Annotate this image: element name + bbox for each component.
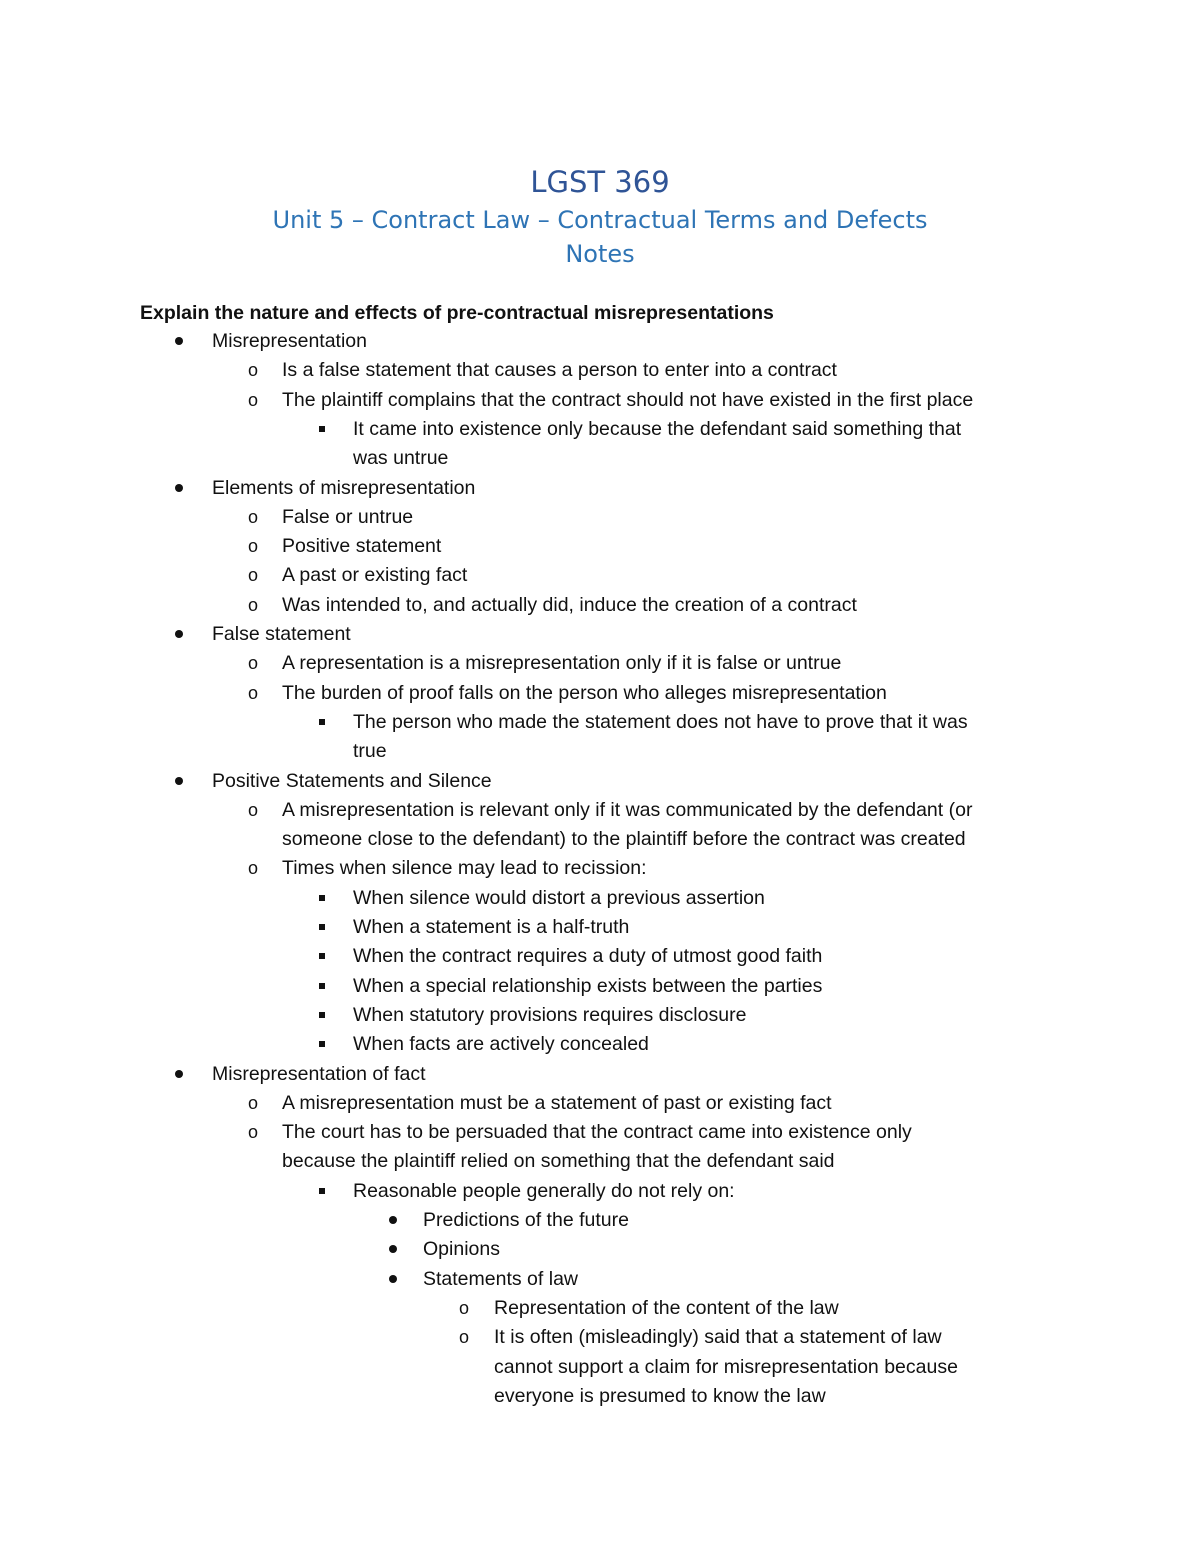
bullet-circle-icon: o xyxy=(459,1327,470,1348)
list-item-text: Was intended to, and actually did, induce the creation of a contract xyxy=(282,593,857,616)
list-item-text: Elements of misrepresentation xyxy=(212,476,476,499)
list-item-text: A representation is a misrepresentation only if it is false or untrue xyxy=(282,652,842,675)
bullet-square-icon xyxy=(319,426,325,432)
list-item-text: It is often (misleadingly) said that a statement of law xyxy=(494,1326,942,1349)
document-subtitle-notes: Notes xyxy=(565,240,635,268)
list-item-text: When silence would distort a previous assertion xyxy=(353,886,765,909)
bullet-dot-icon xyxy=(175,630,183,638)
bullet-square-icon xyxy=(319,719,325,725)
list-item-text: Predictions of the future xyxy=(423,1209,629,1231)
list-item-text: Is a false statement that causes a person to enter into a contract xyxy=(282,359,837,382)
list-item-text: When the contract requires a duty of utmost good faith xyxy=(353,945,823,968)
bullet-circle-icon: o xyxy=(248,1092,259,1113)
bullet-dot-icon xyxy=(389,1216,397,1224)
bullet-dot-icon xyxy=(175,1070,183,1078)
bullet-circle-icon: o xyxy=(248,682,259,703)
bullet-square-icon xyxy=(319,1188,325,1194)
list-item-text: Positive statement xyxy=(282,535,442,558)
list-item-text: someone close to the defendant) to the plaintiff before the contract was created xyxy=(282,828,966,851)
bullet-square-icon xyxy=(319,953,325,959)
bullet-circle-icon: o xyxy=(248,653,259,674)
list-item-text: Reasonable people generally do not rely on: xyxy=(353,1179,735,1202)
list-item-text: Misrepresentation xyxy=(212,330,367,352)
list-item-text: everyone is presumed to know the law xyxy=(494,1384,826,1407)
bullet-square-icon xyxy=(319,895,325,901)
document-subtitle: Unit 5 – Contract Law – Contractual Terms and Defects xyxy=(272,206,928,234)
bullet-circle-icon: o xyxy=(248,360,259,381)
bullet-circle-icon: o xyxy=(248,594,259,615)
bullet-square-icon xyxy=(319,983,325,989)
bullet-circle-icon: o xyxy=(248,536,259,557)
bullet-circle-icon: o xyxy=(248,389,259,410)
list-item-text: The person who made the statement does not have to prove that it was xyxy=(353,710,968,733)
list-item-text: False statement xyxy=(212,623,351,645)
bullet-dot-icon xyxy=(389,1245,397,1253)
bullet-circle-icon: o xyxy=(459,1297,470,1318)
list-item-text: Opinions xyxy=(423,1238,500,1261)
list-item-text: False or untrue xyxy=(282,505,414,528)
bullet-dot-icon xyxy=(175,337,183,345)
list-item-text: true xyxy=(353,740,387,763)
list-item-text: Statements of law xyxy=(423,1267,578,1290)
bullet-dot-icon xyxy=(389,1275,397,1283)
bullet-dot-icon xyxy=(175,777,183,785)
bullet-square-icon xyxy=(319,924,325,930)
list-item-text: It came into existence only because the defendant said something that xyxy=(353,417,962,440)
list-item-text: Positive Statements and Silence xyxy=(212,769,492,792)
section-heading: Explain the nature and effects of pre-contractual misrepresentations xyxy=(140,302,774,324)
bullet-circle-icon: o xyxy=(248,858,259,879)
list-item-text: cannot support a claim for misrepresentation because xyxy=(494,1355,958,1378)
list-item-text: The plaintiff complains that the contract should not have existed in the first place xyxy=(282,388,974,411)
bullet-dot-icon xyxy=(175,484,183,492)
list-item-text: A past or existing fact xyxy=(282,564,468,587)
list-item-text: because the plaintiff relied on something that the defendant said xyxy=(282,1150,835,1173)
list-item-text: Misrepresentation of fact xyxy=(212,1062,426,1085)
list-item-text: The burden of proof falls on the person who alleges misrepresentation xyxy=(282,681,887,704)
list-item-text: A misrepresentation is relevant only if it was communicated by the defendant (or xyxy=(282,798,973,821)
list-item-text: was untrue xyxy=(353,447,449,470)
document-title: LGST 369 xyxy=(530,165,670,199)
list-item-text: The court has to be persuaded that the contract came into existence only xyxy=(282,1121,912,1144)
bullet-circle-icon: o xyxy=(248,506,259,527)
list-item-text: When facts are actively concealed xyxy=(353,1033,649,1056)
list-item-text: A misrepresentation must be a statement of past or existing fact xyxy=(282,1091,832,1114)
bullet-circle-icon: o xyxy=(248,799,259,820)
list-item-text: Times when silence may lead to recission: xyxy=(282,857,647,880)
list-item-text: Representation of the content of the law xyxy=(494,1296,839,1319)
bullet-square-icon xyxy=(319,1041,325,1047)
list-item-text: When a special relationship exists between the parties xyxy=(353,974,823,997)
bullet-circle-icon: o xyxy=(248,1122,259,1143)
bullet-circle-icon: o xyxy=(248,565,259,586)
list-item-text: When statutory provisions requires disclosure xyxy=(353,1003,747,1026)
bullet-square-icon xyxy=(319,1012,325,1018)
list-item-text: When a statement is a half-truth xyxy=(353,916,630,938)
